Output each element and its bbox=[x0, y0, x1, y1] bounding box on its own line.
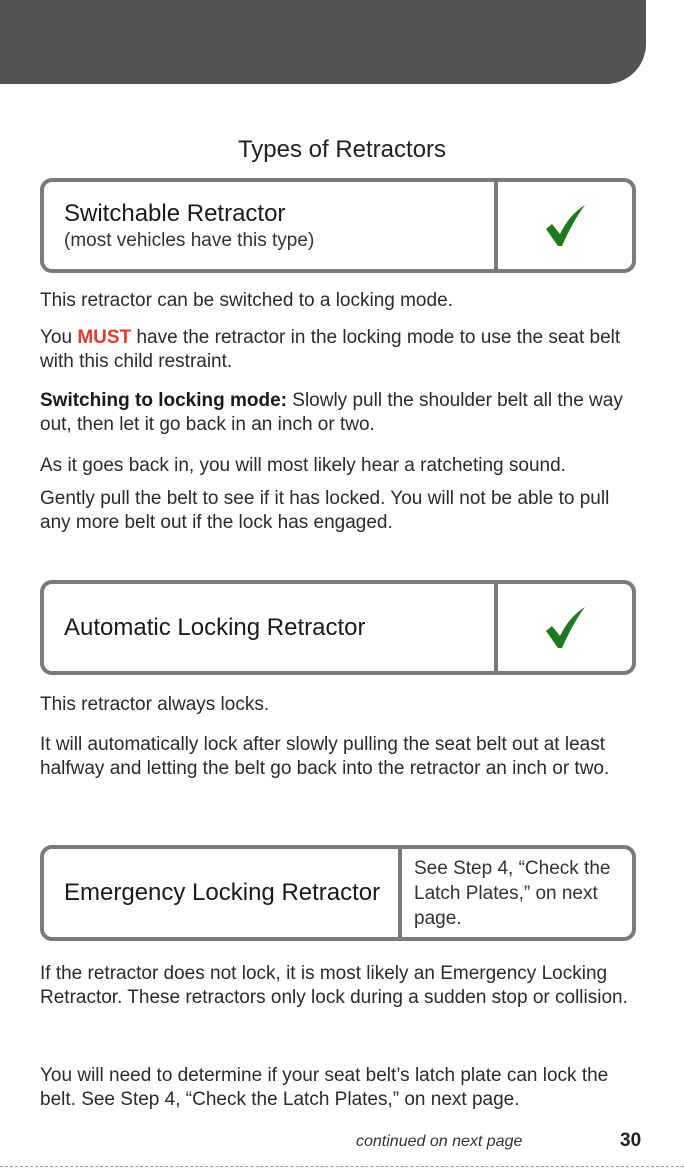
switchable-retractor-title: Switchable Retractor bbox=[64, 199, 286, 227]
checkmark-icon bbox=[543, 605, 587, 651]
switchable-retractor-box bbox=[40, 178, 636, 273]
section-title: Types of Retractors bbox=[237, 136, 447, 163]
page-number: 30 bbox=[620, 1130, 642, 1151]
paragraph: This retractor can be switched to a locking mode. bbox=[40, 290, 453, 311]
see-step-note: See Step 4, “Check the Latch Plates,” on next page. bbox=[414, 857, 611, 929]
check-cell bbox=[494, 584, 632, 671]
emergency-locking-retractor-box bbox=[40, 845, 636, 941]
automatic-locking-retractor-box bbox=[40, 580, 636, 675]
page-edge-line bbox=[0, 1166, 684, 1167]
switching-label: Switching to locking mode: bbox=[40, 390, 287, 411]
paragraph: It will automatically lock after slowly pulling the seat belt out at least halfway and letting the belt go back into the retractor an inch or two. bbox=[40, 734, 610, 779]
paragraph: You MUST have the retractor in the locking mode to use the seat belt with this child restraint. bbox=[40, 327, 621, 372]
paragraph: You will need to determine if your seat belt’s latch plate can lock the belt. See Step 4, “Check the Latch Plates,” on next page. bbox=[40, 1065, 609, 1110]
paragraph: As it goes back in, you will most likely hear a ratcheting sound. bbox=[40, 455, 566, 476]
paragraph: Gently pull the belt to see if it has locked. You will not be able to pull any more belt out if the lock has engaged. bbox=[40, 488, 610, 533]
paragraph: Switching to locking mode: Slowly pull the shoulder belt all the way out, then let it go back in an inch or two. bbox=[40, 390, 623, 435]
note-cell bbox=[398, 849, 632, 937]
check-cell bbox=[494, 182, 632, 269]
paragraph: This retractor always locks. bbox=[40, 694, 270, 715]
paragraph: If the retractor does not lock, it is most likely an Emergency Locking Retractor. These retractors only lock during a sudden stop or collision. bbox=[40, 963, 628, 1008]
continued-note: continued on next page bbox=[356, 1133, 523, 1150]
switchable-retractor-subtitle: (most vehicles have this type) bbox=[64, 229, 315, 251]
checkmark-icon bbox=[543, 203, 587, 249]
must-emphasis: MUST bbox=[77, 327, 132, 348]
header-bar bbox=[0, 0, 646, 84]
emergency-locking-retractor-title: Emergency Locking Retractor bbox=[64, 879, 381, 906]
automatic-locking-retractor-title: Automatic Locking Retractor bbox=[64, 613, 366, 641]
